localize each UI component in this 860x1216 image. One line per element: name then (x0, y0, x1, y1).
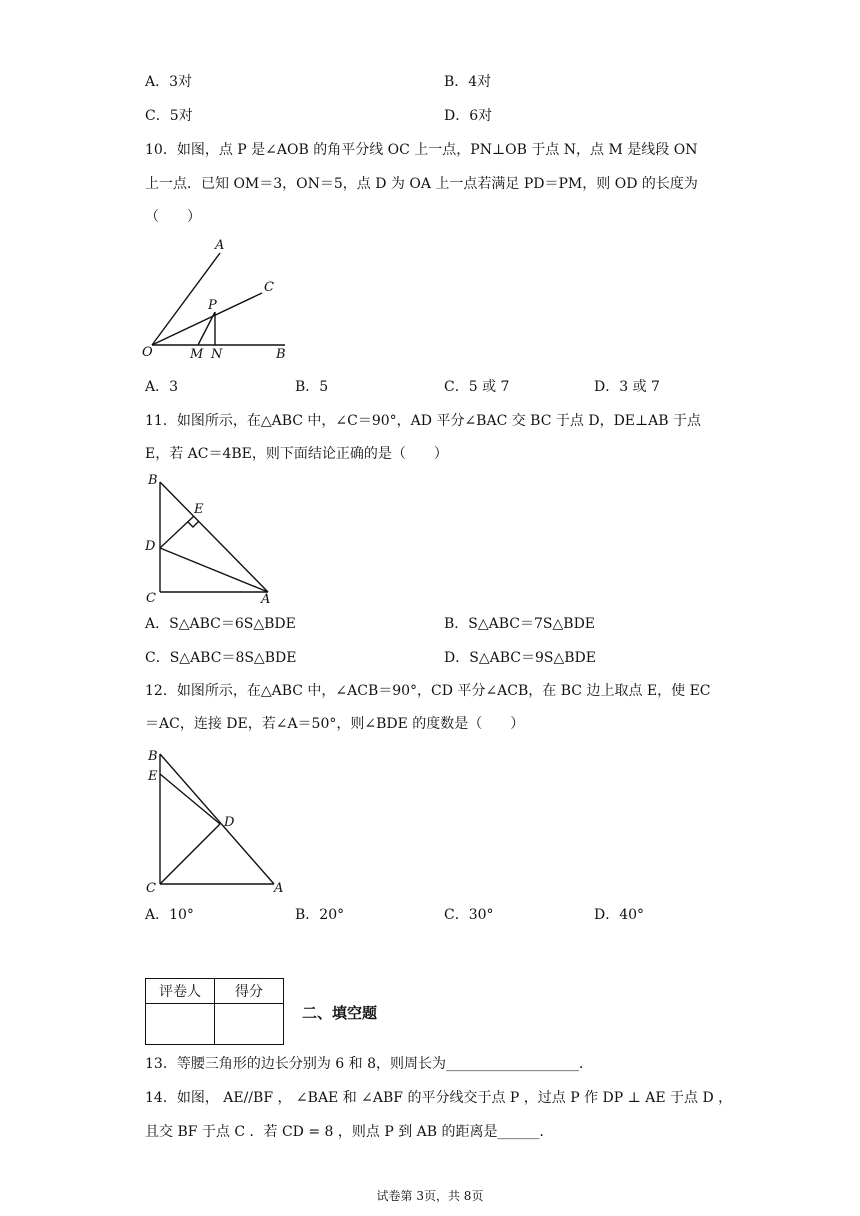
q12-label-c: C (146, 881, 156, 894)
q10-option-b: B．5 (295, 379, 329, 395)
q14-line-1: 14．如图， AE//BF ， ∠BAE 和 ∠ABF 的平分线交于点 P ，过点 P 作 DP ⊥ AE 于点 D ， (145, 1090, 733, 1106)
q10-figure (140, 235, 300, 365)
score-header: 得分 (215, 979, 284, 1004)
q10-line-2: 上一点．已知 OM＝3，ON＝5，点 D 为 OA 上一点若满足 PD＝PM，则 OD 的长度为 (145, 176, 698, 192)
q13-text: 13．等腰三角形的边长分别为 6 和 8，则周长为___________________． (145, 1056, 593, 1072)
q10-label-n: N (211, 347, 223, 362)
q10-option-d: D．3 或 7 (594, 379, 660, 395)
q11-option-b: B．S△ABC＝7S△BDE (444, 616, 596, 632)
q10-label-c: C (264, 280, 274, 295)
grader-cell (146, 1004, 215, 1045)
q14-line-2: 且交 BF 于点 C ．若 CD = 8 ，则点 P 到 AB 的距离是______． (145, 1124, 554, 1140)
q12-line-2: ＝AC，连接 DE，若∠A＝50°，则∠BDE 的度数是（ ） (145, 716, 525, 732)
q9-option-d: D．6对 (444, 108, 493, 124)
q12-label-d: D (224, 815, 235, 830)
q10-line-1: 10．如图，点 P 是∠AOB 的角平分线 OC 上一点，PN⊥OB 于点 N，点 M 是线段 ON (145, 142, 698, 158)
q10-label-a: A (215, 238, 225, 253)
q11-option-c: C．S△ABC＝8S△BDE (145, 650, 297, 666)
q11-label-b: B (148, 473, 158, 488)
q10-option-a: A．3 (145, 379, 179, 395)
q10-label-m: M (190, 347, 204, 362)
q12-option-b: B．20° (295, 907, 345, 923)
q10-line-3: （ ） (145, 209, 201, 225)
grader-header: 评卷人 (146, 979, 215, 1004)
q10-option-c: C．5 或 7 (444, 379, 510, 395)
q12-option-d: D．40° (594, 907, 645, 923)
q11-option-d: D．S△ABC＝9S△BDE (444, 650, 596, 666)
q11-label-e: E (194, 502, 204, 517)
q11-line-1: 11．如图所示，在△ABC 中，∠C＝90°，AD 平分∠BAC 交 BC 于点 D，DE⊥AB 于点 (145, 413, 702, 429)
q9-option-c: C．5对 (145, 108, 193, 124)
score-table (145, 978, 284, 1045)
q10-label-p: P (208, 298, 217, 313)
score-cell (215, 1004, 284, 1045)
q12-label-e: E (148, 769, 158, 784)
page-footer: 试卷第 3页，共 8页 (376, 1189, 484, 1203)
q11-figure (140, 468, 290, 608)
q11-label-a: A (261, 592, 271, 607)
q12-line-1: 12．如图所示，在△ABC 中，∠ACB＝90°，CD 平分∠ACB，在 BC 边上取点 E，使 EC (145, 683, 711, 699)
q10-label-o: O (142, 345, 153, 360)
section-title: 二、填空题 (302, 1004, 378, 1022)
q12-option-a: A．10° (145, 907, 194, 923)
q11-line-2: E，若 AC＝4BE，则下面结论正确的是（ ） (145, 446, 448, 462)
q9-option-b: B．4对 (444, 74, 492, 90)
q11-label-c: C (146, 591, 156, 606)
q12-label-b: B (148, 749, 158, 764)
q12-option-c: C．30° (444, 907, 494, 923)
q9-option-a: A．3对 (145, 74, 193, 90)
q12-label-a: A (274, 881, 284, 894)
q10-label-b: B (276, 347, 286, 362)
q11-label-d: D (145, 539, 156, 554)
q12-figure (140, 744, 300, 894)
q11-option-a: A．S△ABC＝6S△BDE (145, 616, 296, 632)
